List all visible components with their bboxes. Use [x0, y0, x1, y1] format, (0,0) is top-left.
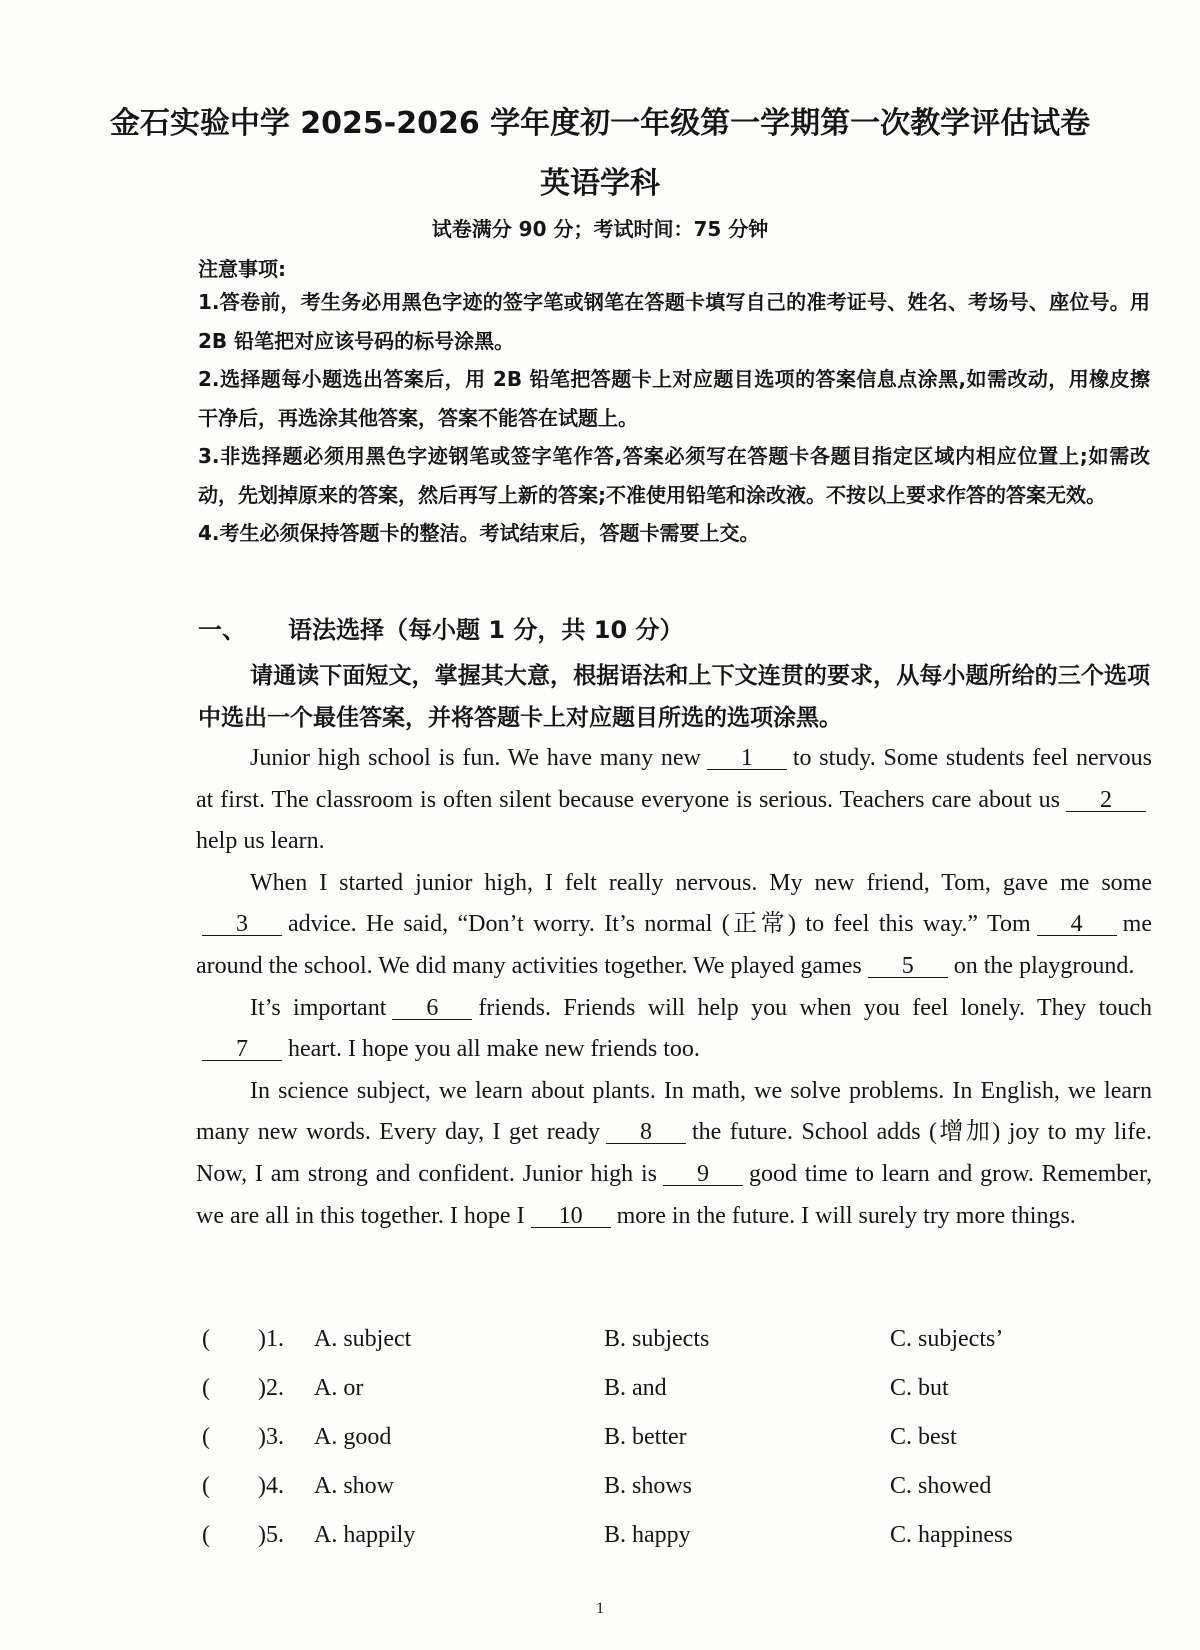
option-a: A. subject: [314, 1326, 412, 1352]
option-c: C. best: [890, 1424, 957, 1450]
blank-4: 4: [1037, 913, 1117, 936]
option-c: C. but: [890, 1375, 949, 1401]
notice-item-3: 3.非选择题必须用黑色字迹钢笔或签字笔作答,答案必须写在答题卡各题目指定区域内相应位置上;如需改动，先划掉原来的答案，然后再写上新的答案;不准使用铅笔和涂改液。不按以上要求作答的答案无效。: [198, 444, 1150, 507]
passage-text: advice. He said, “Don’t worry. It’s normal (正常) to feel this way.” Tom: [288, 911, 1031, 938]
passage-text: good time to learn and grow. Remember, we are all in this together. I hope I: [196, 1160, 1152, 1229]
passage-text: help us learn.: [196, 828, 325, 855]
passage-paragraph-1: [196, 738, 1152, 863]
exam-info: 试卷满分 90 分；考试时间：75 分钟: [431, 217, 769, 241]
blank-10: 10: [531, 1205, 611, 1228]
answer-paren: (: [202, 1473, 210, 1499]
option-b: B. shows: [604, 1473, 693, 1499]
blank-9: 9: [663, 1163, 743, 1186]
option-a: A. good: [314, 1424, 392, 1450]
option-c: C. happiness: [890, 1522, 1013, 1548]
section-instruction: 请通读下面短文，掌握其大意，根据语法和上下文连贯的要求，从每小题所给的三个选项中选出一个最佳答案，并将答题卡上对应题目所选的选项涂黑。: [198, 663, 1150, 731]
question-row: [202, 1424, 1152, 1473]
passage-text: heart. I hope you all make new friends too.: [288, 1036, 700, 1063]
answer-paren: (: [202, 1375, 210, 1401]
question-row: [202, 1326, 1152, 1375]
passage-text: In science subject, we learn about plants. In math, we solve problems. In English, we learn many new words. Every day, I get ready: [196, 1077, 1152, 1146]
section-heading: [198, 610, 684, 645]
question-row: [202, 1473, 1152, 1522]
option-c: C. subjects’: [890, 1326, 1004, 1352]
question-number: )3.: [258, 1424, 284, 1450]
option-a: A. or: [314, 1375, 364, 1401]
option-b: B. better: [604, 1424, 687, 1450]
question-number: )1.: [258, 1326, 284, 1352]
question-number: )5.: [258, 1522, 284, 1548]
passage-text: me around the school. We did many activities together. We played games: [196, 911, 1152, 979]
notice-list: [198, 283, 1150, 553]
passage-text: friends. Friends will help you when you feel lonely. They touch: [478, 994, 1152, 1021]
answer-paren: (: [202, 1326, 210, 1352]
passage-text: to study. Some students feel nervous at first. The classroom is often silent because everyone is serious. Teachers care about us: [196, 745, 1152, 813]
option-b: B. and: [604, 1375, 667, 1401]
passage-paragraph-4: [196, 1071, 1152, 1237]
question-row: [202, 1375, 1152, 1424]
answer-paren: (: [202, 1522, 210, 1548]
blank-3: 3: [202, 913, 282, 936]
option-a: A. happily: [314, 1522, 416, 1548]
passage-text: on the playground.: [953, 952, 1135, 979]
question-row: [202, 1522, 1152, 1571]
passage-text: When I started junior high, I felt really nervous. My new friend, Tom, gave me some: [250, 869, 1152, 896]
section-number: 一、: [198, 616, 246, 644]
passage-text: more in the future. I will surely try more things.: [616, 1202, 1076, 1229]
question-number: )2.: [258, 1375, 284, 1401]
passage-text: It’s important: [250, 994, 387, 1021]
option-c: C. showed: [890, 1473, 992, 1499]
section-title: 语法选择（每小题 1 分，共 10 分）: [288, 616, 684, 644]
blank-8: 8: [606, 1121, 686, 1144]
notice-item-1: 1.答卷前，考生务必用黑色字迹的签字笔或钢笔在答题卡填写自己的准考证号、姓名、考场号、座位号。用 2B 铅笔把对应该号码的标号涂黑。: [198, 290, 1150, 353]
question-number: )4.: [258, 1473, 284, 1499]
blank-2: 2: [1066, 789, 1146, 812]
option-b: B. happy: [604, 1522, 691, 1548]
cloze-passage: [196, 738, 1152, 1237]
blank-7: 7: [202, 1038, 282, 1061]
exam-title: 金石实验中学 2025-2026 学年度初一年级第一学期第一次教学评估试卷: [109, 106, 1091, 141]
notice-heading: 注意事项:: [198, 257, 286, 281]
blank-6: 6: [392, 997, 472, 1020]
option-b: B. subjects: [604, 1326, 710, 1352]
passage-paragraph-3: [196, 988, 1152, 1071]
subject-title: 英语学科: [540, 166, 660, 201]
blank-5: 5: [868, 955, 948, 978]
page-number: 1: [596, 1600, 604, 1617]
notice-item-4: 4.考生必须保持答题卡的整洁。考试结束后，答题卡需要上交。: [198, 521, 760, 545]
passage-paragraph-2: [196, 863, 1152, 988]
answer-paren: (: [202, 1424, 210, 1450]
option-a: A. show: [314, 1473, 395, 1499]
blank-1: 1: [707, 747, 787, 770]
passage-text: Junior high school is fun. We have many new: [250, 745, 701, 771]
notice-item-2: 2.选择题每小题选出答案后，用 2B 铅笔把答题卡上对应题目选项的答案信息点涂黑,如需改动，用橡皮擦干净后，再选涂其他答案，答案不能答在试题上。: [198, 367, 1150, 430]
passage-text: the future. School adds (增加) joy to my life. Now, I am strong and confident. Junior high is: [196, 1119, 1152, 1187]
answer-options: [202, 1326, 1152, 1571]
